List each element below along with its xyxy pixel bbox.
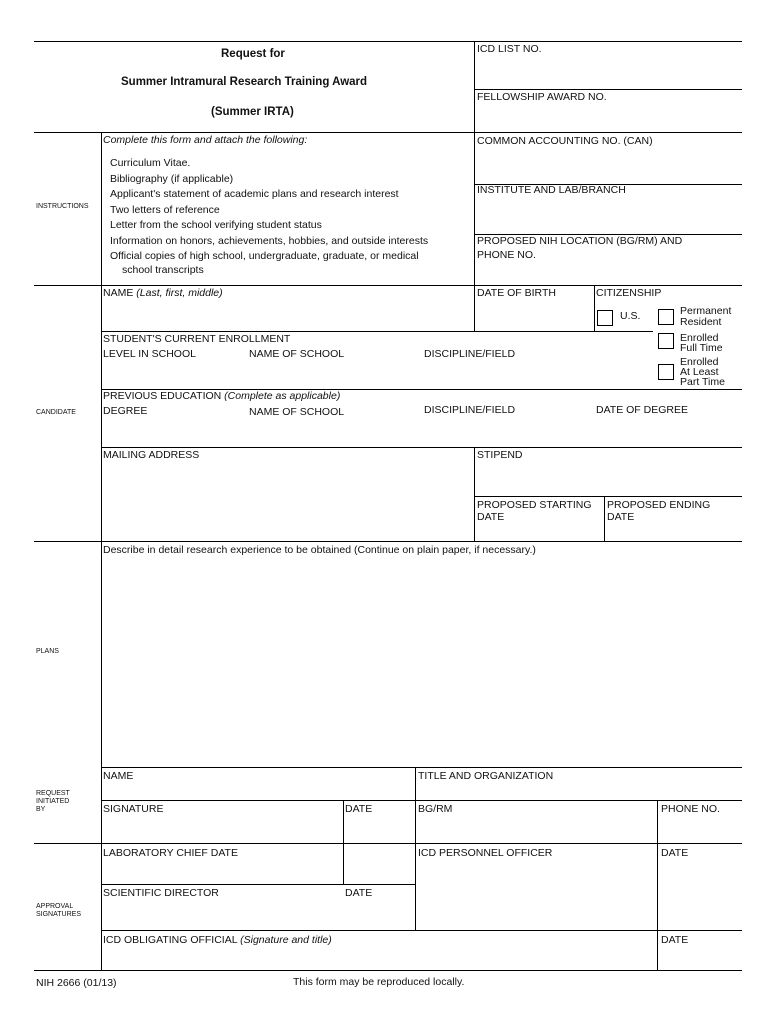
requester-name-field[interactable] [103,783,413,799]
permanent-resident-checkbox[interactable] [658,309,674,325]
phone-no-label: PHONE NO. [477,249,536,261]
us-checkbox[interactable] [597,310,613,326]
can-field[interactable] [476,148,740,183]
requester-signature-field[interactable] [103,816,341,842]
lab-chief-field[interactable] [103,860,413,883]
form-title-line3: (Summer IRTA) [211,106,294,118]
previous-education-field[interactable] [103,420,740,446]
stipend-field[interactable] [476,462,740,495]
list-item: Official copies of high school, undergraduate, graduate, or medical [110,250,419,262]
scientific-director-field[interactable] [103,900,341,929]
plans-description-label: Describe in detail research experience to be obtained (Continue on plain paper, if necessary.) [103,544,536,556]
current-enrollment-label: STUDENT'S CURRENT ENROLLMENT [103,333,291,345]
citizenship-label: CITIZENSHIP [596,287,662,299]
previous-education-hint: (Complete as applicable) [224,390,341,402]
dob-field[interactable] [476,300,592,330]
dob-label: DATE OF BIRTH [477,287,556,299]
obligating-official-field[interactable] [103,947,655,969]
icd-personnel-officer-field[interactable] [417,860,655,929]
obligating-date-field[interactable] [659,947,740,969]
approval-side-label: APPROVAL SIGNATURES [36,903,81,918]
lab-chief-label: LABORATORY CHIEF DATE [103,847,238,859]
permanent-resident-label: Permanent Resident [680,305,732,328]
name-hint: (Last, first, middle) [136,287,223,299]
title-org-field[interactable] [417,783,740,799]
personnel-date-field[interactable] [659,860,740,929]
requester-signature-label: SIGNATURE [103,803,164,815]
list-item: Curriculum Vitae. [110,157,191,169]
plans-side-label: PLANS [36,648,59,655]
requester-name-label: NAME [103,770,134,782]
date-of-degree-label: DATE OF DEGREE [596,404,688,416]
discipline-label: DISCIPLINE/FIELD [424,348,516,360]
requester-date-field[interactable] [345,816,413,842]
requester-date-label: DATE [345,803,373,815]
attachment-list [110,156,428,276]
list-item-continuation: school transcripts [122,263,204,276]
list-item: Bibliography (if applicable) [110,172,234,185]
enrolled-part-time-checkbox[interactable] [658,364,674,380]
mailing-address-label: MAILING ADDRESS [103,449,200,461]
fellowship-award-no-field[interactable] [476,104,740,131]
institute-label: INSTITUTE AND LAB/BRANCH [477,184,626,196]
enrolled-full-time-checkbox[interactable] [658,333,674,349]
title-org-label: TITLE AND ORGANIZATION [418,770,554,782]
form-title-line2: Summer Intramural Research Training Award [121,76,368,88]
form-title-line1: Request for [221,48,285,60]
school-name-label: NAME OF SCHOOL [249,348,345,360]
plans-field[interactable] [103,558,740,766]
director-date-field[interactable] [345,900,413,929]
icd-list-no-field[interactable] [476,56,740,88]
personnel-date-label: DATE [661,847,689,859]
current-enrollment-field[interactable] [103,362,648,388]
bgrm-field[interactable] [417,816,655,842]
requester-phone-label: PHONE NO. [661,803,720,815]
previous-education-label: PREVIOUS EDUCATION (Complete as applicable) [103,390,341,402]
request-initiated-side-label: REQUEST INITIATED BY [36,790,70,813]
us-label: U.S. [620,310,641,322]
instructions-side-label: INSTRUCTIONS [36,203,89,210]
fellowship-award-no-label: FELLOWSHIP AWARD NO. [477,91,607,103]
prev-school-name-label: NAME OF SCHOOL [249,406,345,418]
nih-location-label: PROPOSED NIH LOCATION (BG/RM) AND [477,235,683,247]
degree-label: DEGREE [103,405,148,417]
scientific-director-label: SCIENTIFIC DIRECTOR [103,887,219,899]
list-item: Information on honors, achievements, hobbies, and outside interests [110,234,429,247]
icd-personnel-officer-label: ICD PERSONNEL OFFICER [418,847,553,859]
requester-phone-field[interactable] [659,816,740,842]
enrolled-full-time-label: Enrolled Full Time [680,332,723,354]
candidate-name-field[interactable] [103,300,471,330]
obligating-hint: (Signature and title) [240,934,332,946]
level-in-school-label: LEVEL IN SCHOOL [103,348,196,360]
instructions-intro: Complete this form and attach the following: [103,134,308,146]
list-item: Two letters of reference [110,203,220,216]
obligating-date-label: DATE [661,934,689,946]
prev-discipline-label: DISCIPLINE/FIELD [424,404,516,416]
mailing-address-field[interactable] [103,462,471,540]
institute-field[interactable] [476,197,740,233]
proposed-end-label: PROPOSED ENDING DATE [607,499,711,523]
list-item: Letter from the school verifying student status [110,219,322,231]
reproduction-note: This form may be reproduced locally. [293,976,465,988]
name-label: NAME (Last, first, middle) [103,287,223,299]
form-number: NIH 2666 (01/13) [36,977,117,989]
obligating-official-label: ICD OBLIGATING OFFICIAL (Signature and title) [103,934,332,946]
proposed-start-label: PROPOSED STARTING DATE [477,499,592,523]
stipend-label: STIPEND [477,449,523,461]
candidate-side-label: CANDIDATE [36,409,76,416]
director-date-label: DATE [345,887,373,899]
icd-list-no-label: ICD LIST NO. [477,43,542,55]
enrolled-part-time-label: Enrolled At Least Part Time [680,356,725,388]
can-label: COMMON ACCOUNTING NO. (CAN) [477,135,653,147]
bgrm-label: BG/RM [418,803,453,815]
list-item: Applicant's statement of academic plans and research interest [110,188,399,200]
